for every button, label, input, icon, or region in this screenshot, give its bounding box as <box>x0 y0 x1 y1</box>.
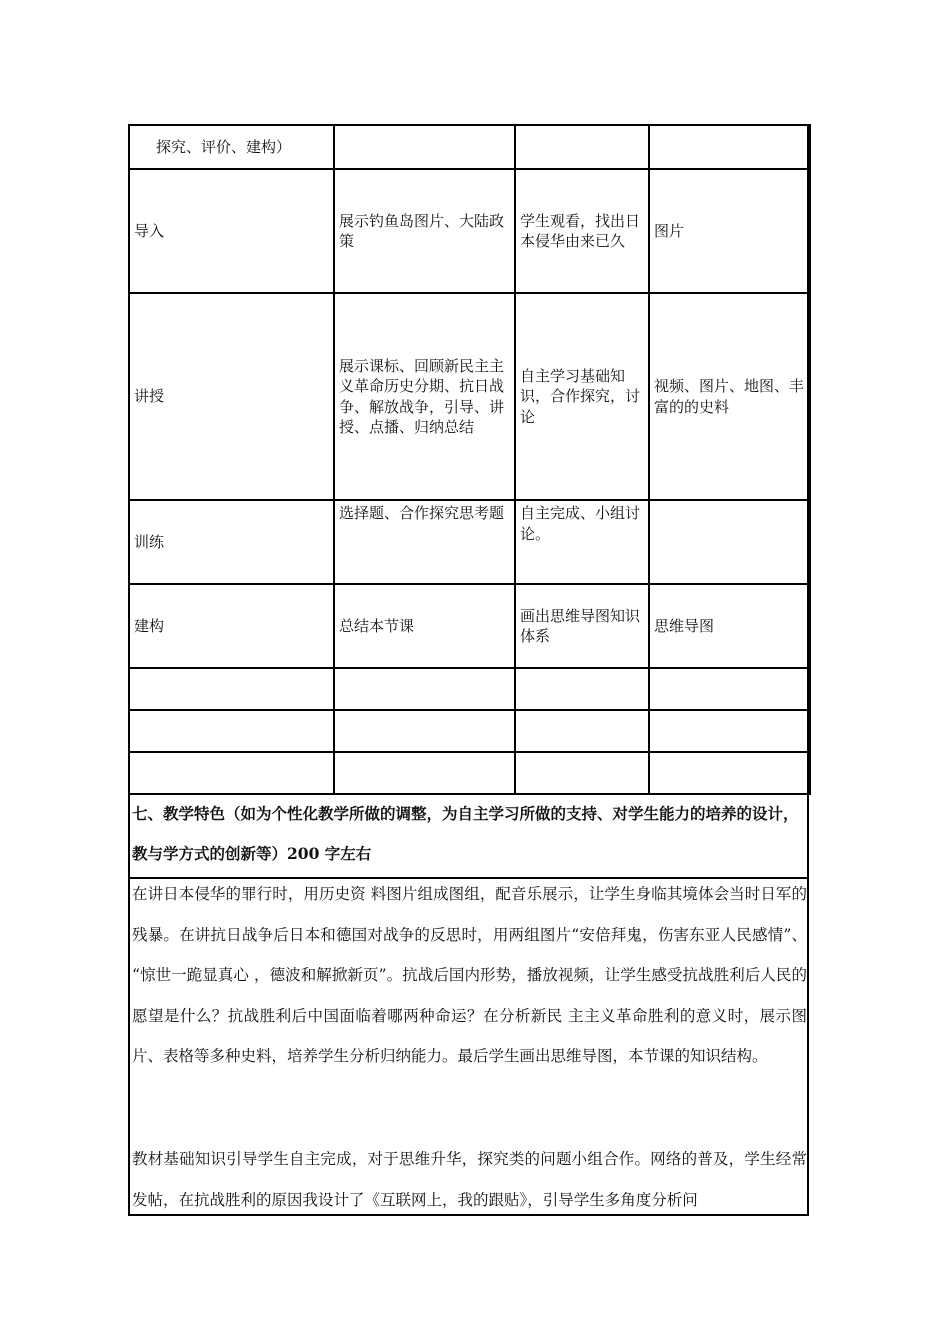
empty-table-row <box>129 710 810 752</box>
table-cell <box>649 668 810 710</box>
table-cell <box>649 752 810 794</box>
teacher-activity-cell: 展示钓鱼岛图片、大陆政策 <box>334 169 515 293</box>
teaching-process-table <box>128 124 811 795</box>
teaching-features-paragraph-2: 教材基础知识引导学生自主完成，对于思维升华，探究类的问题小组合作。网络的普及，学生经常发帖，在抗战胜利的原因我设计了《互联网上，我的跟贴》，引导学生多角度分析问 <box>132 1150 807 1209</box>
table-cell <box>515 125 649 169</box>
student-activity-cell: 自主学习基础知识，合作探究，讨论 <box>515 293 649 500</box>
table-row <box>129 500 810 584</box>
student-activity-cell: 学生观看，找出日本侵华由来已久 <box>515 169 649 293</box>
media-cell: 视频、图片、地图、丰富的的史料 <box>649 293 810 500</box>
stage-cell: 导入 <box>129 169 334 293</box>
table-cell <box>129 752 334 794</box>
student-activity-cell: 自主完成、小组讨论。 <box>515 500 649 584</box>
table-cell <box>649 125 810 169</box>
media-cell: 思维导图 <box>649 584 810 668</box>
media-cell <box>649 500 810 584</box>
table-row <box>129 293 810 500</box>
table-cell <box>515 752 649 794</box>
table-row <box>129 584 810 668</box>
table-header-continuation-row <box>129 125 810 169</box>
empty-table-row <box>129 668 810 710</box>
stage-cell: 讲授 <box>129 293 334 500</box>
table-cell <box>129 668 334 710</box>
table-cell <box>334 125 515 169</box>
table-cell <box>334 710 515 752</box>
table-cell <box>515 710 649 752</box>
stage-cell: 训练 <box>129 500 334 584</box>
teacher-activity-cell: 选择题、合作探究思考题 <box>334 500 515 584</box>
teaching-features-paragraph-1: 在讲日本侵华的罪行时，用历史资 料图片组成图组，配音乐展示，让学生身临其境体会当时日军的残暴。在讲抗日战争后日本和德国对战争的反思时，用两组图片“安倍拜鬼，伤害东亚人民感情”、 “惊世一跪显真心 ，德波和解掀新页”。抗战后国内形势，播放视频，让学生感受抗战胜利后人民的愿望是什么？抗战胜利后中国面临着哪两种命运？在分析新民 主主义革命胜利的意义时，展示图片、表格等多种史料，培养学生分析归纳能力。最后学生画出思维导图，本节课的知识结构。 <box>132 885 807 1065</box>
section-7-heading: 七、教学特色（如为个性化教学所做的调整，为自主学习所做的支持、对学生能力的培养的设计，教与学方式的创新等）200 字左右 <box>132 804 799 863</box>
table-cell <box>649 710 810 752</box>
table-cell <box>515 668 649 710</box>
header-continuation-cell: 探究、评价、建构） <box>129 125 334 169</box>
media-cell: 图片 <box>649 169 810 293</box>
empty-table-row <box>129 752 810 794</box>
teacher-activity-cell: 展示课标、回顾新民主主义革命历史分期、抗日战争、解放战争，引导、讲授、点播、归纳总结 <box>334 293 515 500</box>
table-cell <box>129 710 334 752</box>
table-row <box>129 169 810 293</box>
table-cell <box>334 752 515 794</box>
table-cell <box>334 668 515 710</box>
stage-cell: 建构 <box>129 584 334 668</box>
student-activity-cell: 画出思维导图知识体系 <box>515 584 649 668</box>
teacher-activity-cell: 总结本节课 <box>334 584 515 668</box>
